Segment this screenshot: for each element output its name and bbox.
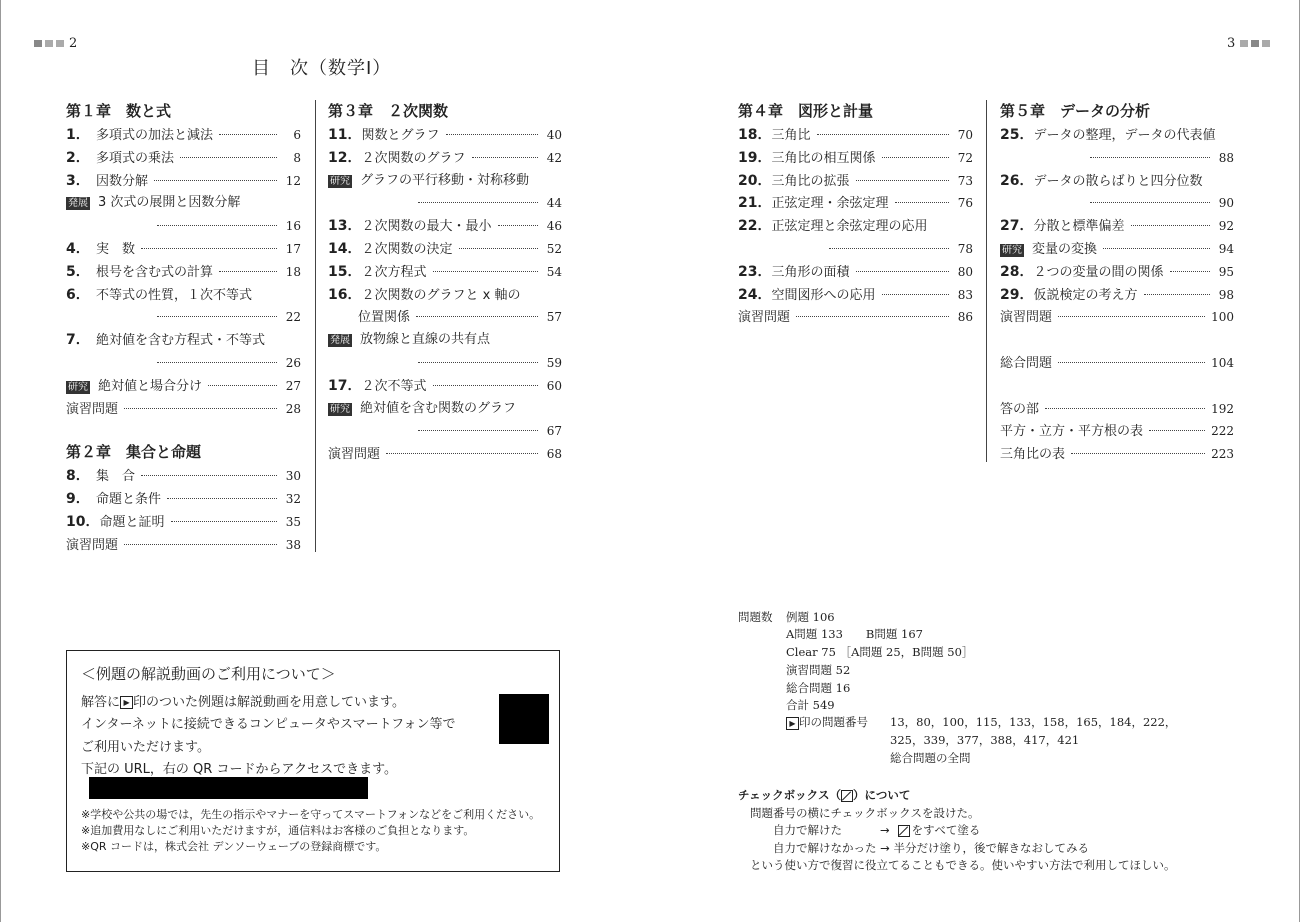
toc-entry[interactable]	[1000, 124, 1234, 147]
entry-page: 192	[1211, 401, 1234, 416]
entry-number: 2．	[66, 149, 90, 166]
entry-label: 因数分解	[96, 173, 149, 189]
toc-entry-continuation[interactable]	[328, 352, 562, 375]
research-badge: 研究	[1002, 244, 1022, 256]
entry-page: 72	[957, 150, 973, 165]
leader-dots	[418, 430, 538, 431]
leader-dots	[856, 180, 950, 181]
entry-page: 95	[1218, 264, 1234, 279]
chapter-3-title: 第３章 ２次関数	[328, 102, 449, 120]
entry-page: 80	[957, 264, 973, 279]
leader-dots	[829, 248, 949, 249]
entry-page: 26	[285, 355, 301, 370]
toc-entry[interactable]	[1000, 352, 1234, 375]
entry-label: ２次方程式	[361, 264, 427, 280]
entry-number: 7．	[66, 332, 90, 349]
leader-dots	[459, 248, 539, 249]
leader-dots	[446, 134, 539, 135]
entry-number: 9．	[66, 491, 90, 508]
stats-line: 演習問題 52	[786, 663, 851, 677]
entry-number: 21．	[738, 195, 772, 212]
entry-page: 78	[957, 241, 973, 256]
checkbox-line-end: をすべて塗る	[911, 823, 981, 837]
entry-label: 演習問題	[738, 310, 791, 326]
stats-line: Clear 75 ［A問題 25，B問題 50］	[786, 645, 974, 659]
leader-dots	[1170, 271, 1211, 272]
video-box-line	[81, 691, 405, 710]
chapter-4-title: 第４章 図形と計量	[738, 102, 874, 120]
leader-dots	[386, 453, 538, 454]
checkbox-title	[738, 787, 910, 803]
page-edge-left	[0, 0, 1, 922]
entry-number: 25．	[1000, 127, 1034, 143]
toc-entry-continuation[interactable]	[66, 306, 301, 329]
toc-entry[interactable]	[738, 261, 973, 284]
entry-number: 19．	[738, 149, 772, 166]
toc-entry[interactable]	[738, 147, 973, 170]
entry-page: 8	[293, 150, 301, 165]
toc-entry-continuation[interactable]	[328, 420, 562, 443]
stats-line: A問題 133 B問題 167	[786, 627, 923, 641]
entry-label: 絶対値を含む方程式・不等式	[96, 333, 266, 349]
toc-entry[interactable]	[1000, 443, 1234, 466]
toc-entry[interactable]	[1000, 398, 1234, 421]
entry-label: 三角比の相互関係	[771, 150, 876, 166]
entry-label: データの散らばりと四分位数	[1033, 173, 1203, 189]
leader-dots	[1058, 362, 1205, 363]
toc-entry-continuation[interactable]	[328, 306, 562, 329]
leader-dots	[157, 362, 277, 363]
entry-label: 絶対値を含む関数のグラフ	[360, 400, 517, 416]
entry-label: 演習問題	[1000, 310, 1053, 326]
video-note: ※追加費用なしにご利用いただけますが，通信料はお客様のご負担となります。	[81, 824, 475, 837]
leader-dots	[124, 408, 277, 409]
toc-entry-continuation[interactable]	[1000, 192, 1234, 215]
toc-entry[interactable]	[66, 329, 301, 352]
entry-label: 演習問題	[66, 401, 119, 417]
entry-page: 32	[285, 492, 301, 507]
entry-page: 70	[957, 128, 973, 142]
leader-dots	[882, 294, 950, 295]
stats-line: 13，80，100，115，133，158，165，184，222，	[890, 715, 1177, 729]
entry-label: 演習問題	[328, 447, 381, 463]
entry-page: 40	[546, 128, 562, 142]
toc-entry[interactable]	[328, 215, 562, 238]
entry-page: 59	[546, 355, 562, 370]
leader-dots	[817, 134, 950, 135]
entry-number: 14．	[328, 240, 362, 257]
redacted-url[interactable]	[89, 777, 368, 799]
entry-label: 3 次式の展開と因数分解	[98, 195, 241, 211]
arrow-icon: →	[880, 823, 890, 837]
toc-column-4	[1000, 99, 1234, 466]
entry-label: グラフの平行移動・対称移動	[360, 172, 530, 188]
entry-number: 15．	[328, 263, 362, 280]
entry-label: ２次関数の最大・最小	[361, 219, 492, 235]
stats-line: 合計 549	[786, 698, 835, 712]
qr-code[interactable]	[499, 694, 549, 744]
entry-number: 20．	[738, 172, 772, 189]
leader-dots	[416, 316, 538, 317]
entry-number: 22．	[738, 218, 772, 235]
entry-page: 38	[285, 537, 301, 552]
entry-page: 18	[285, 264, 301, 279]
checkbox-title-start: チェックボックス（	[738, 788, 842, 802]
toc-entry-continuation[interactable]	[1000, 147, 1234, 170]
leader-dots	[472, 157, 539, 158]
leader-dots	[219, 271, 277, 272]
entry-page: 60	[546, 378, 562, 393]
leader-dots	[167, 498, 277, 499]
entry-label: 平方・立方・平方根の表	[1000, 424, 1144, 440]
entry-label: ２次関数の決定	[361, 241, 453, 257]
checkbox-line	[773, 822, 980, 838]
entry-label: 命題と証明	[99, 514, 165, 530]
leader-dots	[1090, 157, 1210, 158]
entry-page: 6	[293, 128, 301, 142]
entry-label: ２つの変量の間の関係	[1033, 264, 1164, 280]
video-note: ※QR コードは，株式会社 デンソーウェーブの登録商標です。	[81, 840, 387, 853]
entry-page: 88	[1218, 150, 1234, 165]
column-divider	[315, 100, 316, 552]
leader-dots	[180, 157, 277, 158]
play-icon: ▶	[120, 696, 133, 709]
entry-page: 52	[546, 241, 562, 256]
entry-number: 6．	[66, 286, 90, 303]
leader-dots	[1071, 453, 1205, 454]
entry-label: ２次不等式	[361, 378, 427, 394]
entry-number: 28．	[1000, 263, 1034, 280]
entry-page: 42	[546, 150, 562, 165]
entry-page: 17	[285, 241, 301, 256]
checkbox-icon	[898, 825, 910, 837]
toc-entry[interactable]	[328, 398, 562, 421]
entry-label: 不等式の性質，１次不等式	[96, 287, 253, 303]
stats-line: 総合問題 16	[786, 681, 851, 695]
entry-number: 27．	[1000, 218, 1034, 235]
stats-line: 総合問題の全問	[890, 751, 971, 765]
entry-number: 12．	[328, 149, 362, 166]
toc-column-2	[328, 99, 562, 466]
leader-dots	[124, 544, 277, 545]
entry-label: 変量の変換	[1032, 241, 1098, 257]
entry-page: 35	[285, 514, 301, 529]
leader-dots	[433, 271, 539, 272]
entry-page: 30	[285, 469, 301, 484]
problem-count-label: 問題数	[738, 610, 773, 624]
entry-page: 104	[1211, 355, 1234, 370]
entry-number: 4．	[66, 240, 90, 257]
entry-label: 正弦定理と余弦定理の応用	[771, 219, 928, 235]
entry-page: 46	[546, 219, 562, 234]
entry-label: 三角比の表	[1000, 447, 1066, 463]
entry-page: 94	[1218, 241, 1234, 256]
toc-entry[interactable]	[1000, 306, 1234, 329]
entry-label: 仮説検定の考え方	[1033, 287, 1138, 303]
right-page-number-text: 3	[1227, 36, 1236, 51]
stats-label: 印の問題番号	[799, 715, 868, 729]
toc-entry[interactable]	[328, 375, 562, 398]
toc-entry[interactable]	[738, 170, 973, 193]
video-info-box	[66, 650, 560, 872]
leader-dots	[796, 316, 949, 317]
entry-label: ２次関数のグラフ	[361, 150, 466, 166]
leader-dots	[154, 180, 277, 181]
chapter-1-title: 第１章 数と式	[66, 102, 172, 120]
entry-number: 29．	[1000, 286, 1034, 303]
leader-dots	[141, 475, 277, 476]
leader-dots	[418, 362, 538, 363]
entry-label: 答の部	[1000, 401, 1040, 417]
toc-entry[interactable]	[66, 124, 301, 147]
video-box-line: インターネットに接続できるコンピュータやスマートフォン等で	[81, 717, 456, 732]
right-page-number	[1227, 36, 1270, 51]
toc-entry[interactable]	[328, 147, 562, 170]
entry-label: 三角比	[771, 128, 811, 143]
toc-entry[interactable]	[66, 511, 301, 534]
entry-number: 5．	[66, 263, 90, 280]
entry-label: ２次関数のグラフと x 軸の	[361, 287, 521, 303]
entry-number: 17．	[328, 377, 362, 394]
entry-number: 10．	[66, 513, 100, 530]
video-note: ※学校や公共の場では，先生の指示やマナーを守ってスマートフォンなどをご利用ください。	[81, 808, 541, 821]
entry-page: 54	[546, 264, 562, 279]
entry-page: 22	[285, 310, 301, 325]
toc-entry[interactable]	[66, 147, 301, 170]
toc-entry[interactable]	[66, 238, 301, 261]
entry-label: 根号を含む式の計算	[96, 264, 214, 280]
chapter-5-title: 第５章 データの分析	[1000, 102, 1151, 120]
entry-label: 多項式の加法と減法	[96, 128, 214, 143]
entry-page: 68	[546, 447, 562, 462]
entry-page: 90	[1218, 196, 1234, 211]
toc-entry[interactable]	[738, 284, 973, 307]
entry-number: 13．	[328, 218, 362, 235]
toc-entry[interactable]	[1000, 420, 1234, 443]
checkbox-line: 問題番号の横にチェックボックスを設けた。	[750, 806, 980, 820]
entry-page: 12	[285, 173, 301, 188]
toc-entry[interactable]	[328, 443, 562, 466]
entry-label: 放物線と直線の共有点	[360, 332, 491, 348]
checkbox-line: 自力で解けなかった → 半分だけ塗り，後で解きなおしてみる	[773, 841, 1089, 855]
entry-page: 27	[285, 378, 301, 393]
entry-label-continued: 位置関係	[358, 310, 411, 326]
video-box-line: ご利用いただけます。	[81, 740, 210, 755]
entry-label: 命題と条件	[96, 492, 162, 508]
entry-label: 分散と標準偏差	[1033, 219, 1125, 235]
entry-page: 100	[1211, 310, 1234, 325]
leader-dots	[219, 134, 277, 135]
left-page-number-text: 2	[69, 36, 78, 51]
entry-page: 76	[957, 196, 973, 211]
entry-number: 26．	[1000, 172, 1034, 189]
advanced-badge: 発展	[68, 198, 88, 210]
entry-page: 73	[957, 173, 973, 188]
stats-line	[786, 714, 868, 730]
page-marks-left	[34, 40, 64, 47]
leader-dots	[1058, 316, 1205, 317]
leader-dots	[171, 521, 278, 522]
entry-label: 実 数	[96, 241, 136, 257]
page-title: 目 次（数学Ⅰ）	[252, 58, 392, 79]
leader-dots	[141, 248, 277, 249]
leader-dots	[882, 157, 950, 158]
entry-page: 44	[546, 196, 562, 211]
checkbox-line: という使い方で復習に役立てることもできる。使いやすい方法で利用してほしい。	[750, 858, 1176, 872]
toc-entry[interactable]	[66, 284, 301, 307]
leader-dots	[498, 225, 539, 226]
page-marks-right	[1240, 40, 1270, 47]
toc-entry-continuation[interactable]	[738, 238, 973, 261]
toc-entry[interactable]	[66, 170, 301, 193]
entry-number: 11．	[328, 127, 362, 143]
entry-number: 1．	[66, 127, 90, 143]
toc-entry[interactable]	[66, 465, 301, 488]
toc-entry[interactable]	[1000, 284, 1234, 307]
toc-entry[interactable]	[66, 261, 301, 284]
entry-label: 総合問題	[1000, 355, 1053, 371]
research-badge: 研究	[330, 175, 350, 187]
entry-number: 24．	[738, 286, 772, 303]
entry-number: 23．	[738, 263, 772, 280]
toc-entry[interactable]	[738, 192, 973, 215]
left-page-number	[34, 36, 77, 51]
research-badge: 研究	[330, 403, 350, 415]
toc-entry[interactable]	[328, 238, 562, 261]
entry-page: 223	[1211, 447, 1234, 462]
leader-dots	[1103, 248, 1210, 249]
toc-entry[interactable]	[328, 170, 562, 193]
entry-label: 絶対値と場合分け	[98, 378, 203, 394]
research-badge: 研究	[68, 381, 88, 393]
entry-page: 86	[957, 310, 973, 325]
toc-entry-continuation[interactable]	[66, 215, 301, 238]
toc-entry[interactable]	[1000, 261, 1234, 284]
entry-page: 57	[546, 310, 562, 325]
entry-number: 16．	[328, 286, 362, 303]
leader-dots	[208, 385, 277, 386]
video-line-end: 印のついた例題は解説動画を用意しています。	[133, 695, 405, 710]
entry-label: 正弦定理・余弦定理	[771, 196, 889, 212]
toc-column-1	[66, 99, 301, 557]
leader-dots	[856, 271, 950, 272]
checkbox-title-end: ）について	[853, 788, 911, 802]
toc-entry[interactable]	[66, 192, 301, 215]
stats-line: 例題 106	[786, 610, 835, 624]
toc-entry[interactable]	[738, 306, 973, 329]
toc-entry[interactable]	[738, 215, 973, 238]
leader-dots	[157, 225, 277, 226]
checkbox-icon	[841, 790, 853, 802]
toc-entry[interactable]	[66, 375, 301, 398]
entry-label: 空間図形への応用	[771, 287, 876, 303]
leader-dots	[1144, 294, 1211, 295]
toc-entry[interactable]	[1000, 215, 1234, 238]
advanced-badge: 発展	[330, 335, 350, 347]
entry-page: 98	[1218, 287, 1234, 302]
entry-page: 222	[1211, 424, 1234, 439]
entry-page: 83	[957, 287, 973, 302]
toc-entry[interactable]	[66, 398, 301, 421]
entry-page: 16	[285, 219, 301, 234]
leader-dots	[418, 202, 538, 203]
leader-dots	[157, 316, 277, 317]
toc-entry[interactable]	[328, 124, 562, 147]
entry-label: 三角形の面積	[771, 264, 850, 280]
toc-entry[interactable]	[1000, 238, 1234, 261]
leader-dots	[1131, 225, 1211, 226]
toc-entry-continuation[interactable]	[328, 192, 562, 215]
leader-dots	[895, 202, 950, 203]
toc-entry[interactable]	[1000, 170, 1234, 193]
play-icon: ▶	[786, 717, 799, 730]
entry-label: 集 合	[96, 469, 136, 485]
column-divider	[986, 100, 987, 462]
toc-entry[interactable]	[328, 261, 562, 284]
entry-label: 三角比の拡張	[771, 173, 850, 189]
entry-page: 67	[546, 424, 562, 439]
video-box-line: 下記の URL，右の QR コードからアクセスできます。	[81, 762, 398, 777]
chapter-2-title: 第２章 集合と命題	[66, 443, 202, 462]
leader-dots	[1090, 202, 1210, 203]
entry-page: 92	[1218, 219, 1234, 234]
toc-entry-continuation[interactable]	[66, 352, 301, 375]
checkbox-line-start: 自力で解けた	[773, 823, 842, 837]
entry-number: 8．	[66, 468, 90, 485]
entry-label: 演習問題	[66, 537, 119, 553]
entry-number: 18．	[738, 127, 772, 143]
entry-number: 3．	[66, 172, 90, 189]
entry-label: 関数とグラフ	[361, 128, 440, 143]
toc-entry[interactable]	[738, 124, 973, 147]
toc-entry[interactable]	[328, 329, 562, 352]
entry-label: 多項式の乗法	[96, 150, 175, 166]
stats-line: 325，339，377，388，417，421	[890, 733, 1080, 747]
toc-entry[interactable]	[66, 488, 301, 511]
video-line-start: 解答に	[81, 695, 121, 710]
toc-entry[interactable]	[328, 284, 562, 307]
toc-entry[interactable]	[66, 534, 301, 557]
leader-dots	[1149, 430, 1205, 431]
leader-dots	[433, 385, 539, 386]
leader-dots	[1045, 408, 1205, 409]
entry-label: データの整理，データの代表値	[1033, 128, 1216, 143]
video-box-title: ＜例題の解説動画のご利用について＞	[81, 665, 336, 683]
entry-page: 28	[285, 401, 301, 416]
toc-column-3	[738, 99, 973, 329]
